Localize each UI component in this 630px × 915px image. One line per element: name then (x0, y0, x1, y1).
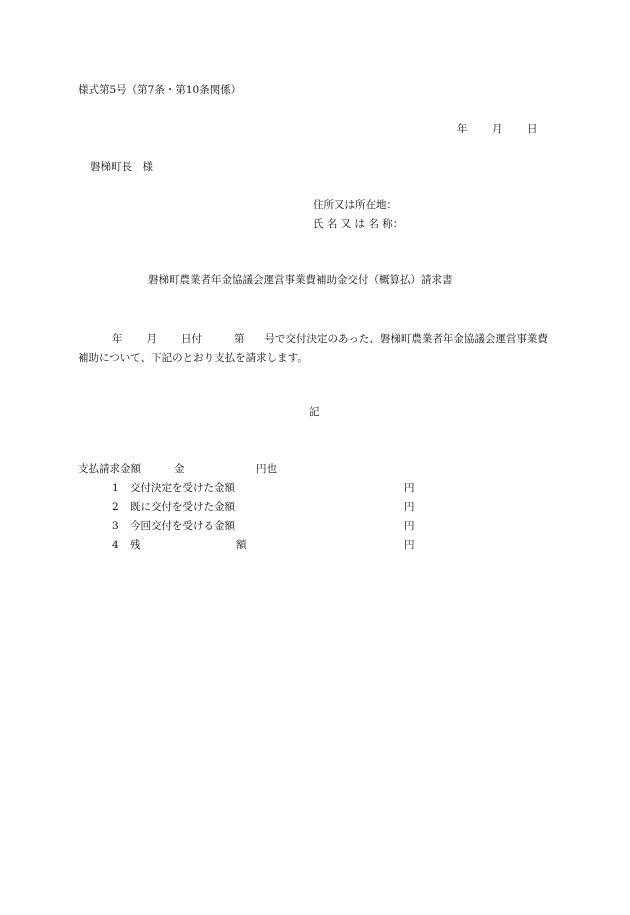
row-label: 既に交付を受けた金額 (130, 501, 235, 513)
row-label-remaining: 残 (130, 539, 141, 551)
document-title: 磐梯町農業者年金協議会運営事業費補助金交付（概算払）請求書 (148, 274, 453, 286)
list-item (0, 521, 630, 535)
date-day: 日 (527, 123, 538, 135)
row-number: 3 (112, 520, 119, 532)
row-number: 1 (112, 482, 119, 494)
body-year: 年 (112, 333, 123, 345)
row-label-amount: 額 (236, 539, 247, 551)
row-unit: 円 (404, 520, 415, 532)
heading-ki: 記 (309, 406, 320, 418)
body-paragraph (78, 330, 558, 368)
row-label: 今回交付を受ける金額 (130, 520, 235, 532)
name-label: 氏 名 又 は 名 称： (313, 218, 404, 230)
amount-label: 支払請求金額 (78, 463, 141, 475)
address-label: 住所又は所在地： (313, 199, 397, 211)
row-unit: 円 (404, 501, 415, 513)
date-year: 年 (457, 123, 468, 135)
list-item (0, 502, 630, 516)
row-number: 4 (112, 539, 119, 551)
amount-enya: 円也 (256, 463, 277, 475)
date-month: 月 (492, 123, 503, 135)
body-dai: 第 (234, 333, 245, 345)
row-unit: 円 (404, 539, 415, 551)
amount-kin: 金 (174, 463, 185, 475)
body-day: 日付 (181, 333, 202, 345)
row-label: 交付決定を受けた金額 (130, 482, 235, 494)
body-month: 月 (146, 333, 157, 345)
body-text: 号で交付決定のあった、磐梯町農業者年金協議会運営事業費補助について、下記のとおり支払を請求します。 (78, 333, 548, 364)
form-number: 様式第5号（第7条・第10条関係） (78, 84, 242, 96)
list-item (0, 540, 630, 554)
row-unit: 円 (404, 482, 415, 494)
addressee: 磐梯町長 様 (90, 161, 153, 173)
list-item (0, 483, 630, 497)
row-number: 2 (112, 501, 119, 513)
